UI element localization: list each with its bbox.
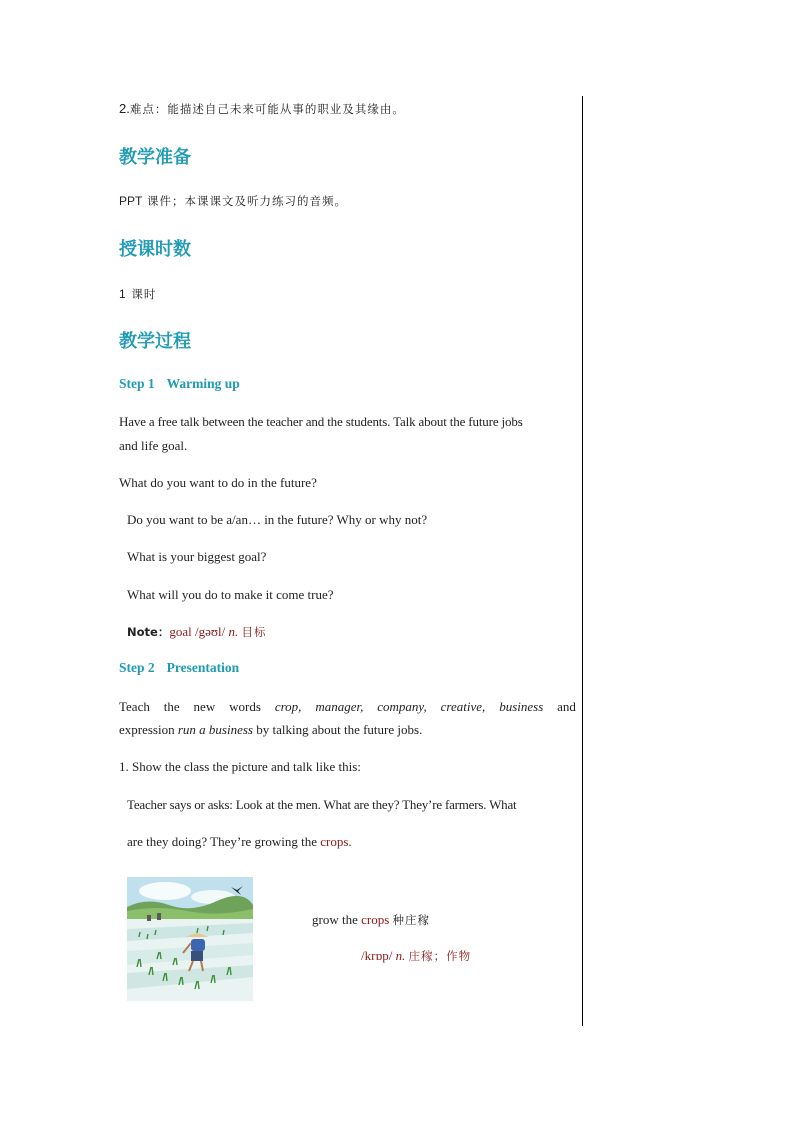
vocab-crop-phonetic: /krɒp/ n. 庄稼；作物	[361, 948, 472, 963]
note-line: Note：goal /gəʊl/ n. 目标	[127, 624, 267, 639]
step1-intro-line1: Have a free talk between the teacher and the students. Talk about the future jobs	[119, 414, 523, 429]
rice-farmer-picture	[127, 877, 253, 1001]
step1-heading: Step 1 Warming up	[119, 376, 240, 391]
vocab-grow-crops: grow the crops 种庄稼	[312, 912, 431, 927]
step1-intro-line2: and life goal.	[119, 438, 188, 453]
heading-process: 教学过程	[119, 331, 191, 352]
teacher-asks-line1: Teacher says or asks: Look at the men. What are they? They’re farmers. What	[127, 797, 517, 812]
teach-line1: Teach the new words crop, manager, company, creative, business and	[119, 699, 576, 714]
question-come-true: What will you do to make it come true?	[127, 587, 334, 602]
rice-field-illustration	[127, 877, 253, 1001]
hours-text: 1 课时	[119, 287, 157, 301]
question-be: Do you want to be a/an… in the future? Why or why not?	[127, 512, 428, 527]
step2-heading: Step 2 Presentation	[119, 660, 240, 675]
difficulty-line: 2.难点：能描述自己未来可能从事的职业及其缘由。	[119, 101, 405, 116]
teacher-asks-line2: are they doing? They’re growing the crops.	[127, 834, 352, 849]
preparation-text: PPT 课件；本课课文及听力练习的音频。	[119, 194, 347, 208]
teach-line2: expression run a business by talking about the future jobs.	[119, 722, 423, 737]
question-goal: What is your biggest goal?	[127, 549, 267, 564]
margin-rule	[582, 96, 583, 1026]
heading-preparation: 教学准备	[119, 147, 191, 168]
heading-hours: 授课时数	[119, 239, 191, 260]
show-picture-item: 1. Show the class the picture and talk like this:	[119, 759, 361, 774]
question-future: What do you want to do in the future?	[119, 475, 317, 490]
